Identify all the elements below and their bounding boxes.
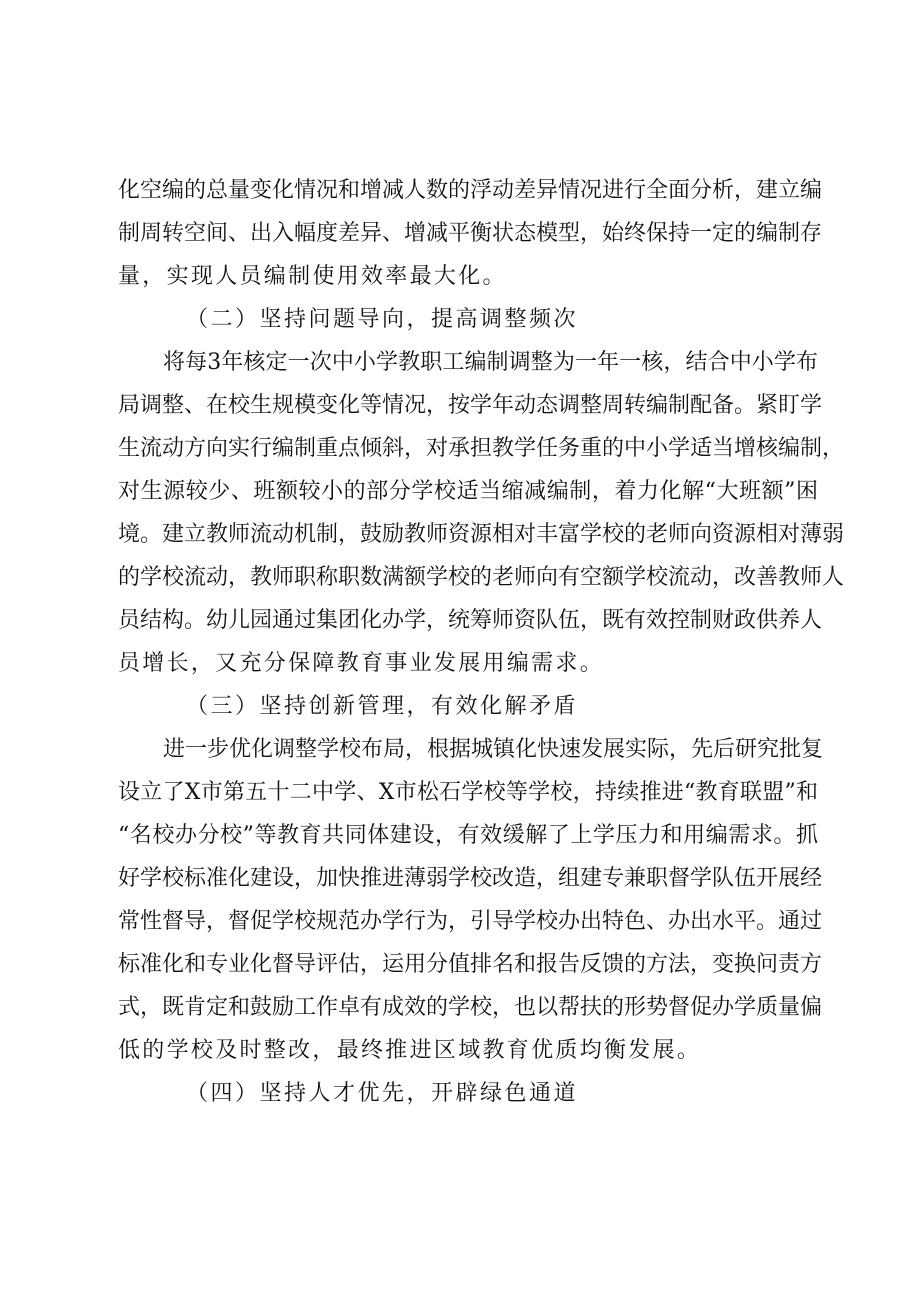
paragraph-line: 量，实现人员编制使用效率最大化。 xyxy=(118,264,507,289)
paragraph-line: 进一步优化调整学校布局，根据城镇化快速发展实际，先后研究批复 xyxy=(163,737,824,762)
paragraph-line: 标准化和专业化督导评估，运用分值排名和报告反馈的方法，变换问责方 xyxy=(118,952,823,977)
paragraph-line: 式，既肯定和鼓励工作卓有成效的学校，也以帮扶的形势督促办学质量偏 xyxy=(118,995,823,1020)
paragraph-line: 好学校标准化建设，加快推进薄弱学校改造，组建专兼职督学队伍开展经 xyxy=(118,866,823,891)
paragraph-line: 员增长，又充分保障教育事业发展用编需求。 xyxy=(118,651,605,676)
paragraph-line: 境。建立教师流动机制，鼓励教师资源相对丰富学校的老师向资源相对薄弱 xyxy=(118,522,845,547)
paragraph-line: 局调整、在校生规模变化等情况，按学年动态调整周转编制配备。紧盯学 xyxy=(118,393,823,418)
section-heading-4: （四）坚持人才优先，开辟绿色通道 xyxy=(186,1081,579,1106)
paragraph-line: 将每3年核定一次中小学教职工编制调整为一年一核，结合中小学布 xyxy=(163,350,818,375)
paragraph-line: “名校办分校”等教育共同体建设，有效缓解了上学压力和用编需求。抓 xyxy=(118,823,818,848)
paragraph-line: 的学校流动，教师职称职数满额学校的老师向有空额学校流动，改善教师人 xyxy=(118,565,845,590)
paragraph-line: 化空编的总量变化情况和增减人数的浮动差异情况进行全面分析，建立编 xyxy=(118,178,823,203)
paragraph-line: 生流动方向实行编制重点倾斜，对承担教学任务重的中小学适当增核编制， xyxy=(118,436,845,461)
paragraph-line: 常性督导，督促学校规范办学行为，引导学校办出特色、办出水平。通过 xyxy=(118,909,823,934)
paragraph-line: 对生源较少、班额较小的部分学校适当缩减编制，着力化解“大班额”困 xyxy=(118,479,818,504)
section-heading-2: （二）坚持问题导向，提高调整频次 xyxy=(186,307,579,332)
section-heading-3: （三）坚持创新管理，有效化解矛盾 xyxy=(186,694,579,719)
paragraph-line: 制周转空间、出入幅度差异、增减平衡状态模型，始终保持一定的编制存 xyxy=(118,221,823,246)
paragraph-line: 低的学校及时整改，最终推进区域教育优质均衡发展。 xyxy=(118,1038,702,1063)
paragraph-line: 设立了X市第五十二中学、X市松石学校等学校，持续推进“教育联盟”和 xyxy=(118,780,818,805)
paragraph-line: 员结构。幼儿园通过集团化办学，统筹师资队伍，既有效控制财政供养人 xyxy=(118,608,823,633)
